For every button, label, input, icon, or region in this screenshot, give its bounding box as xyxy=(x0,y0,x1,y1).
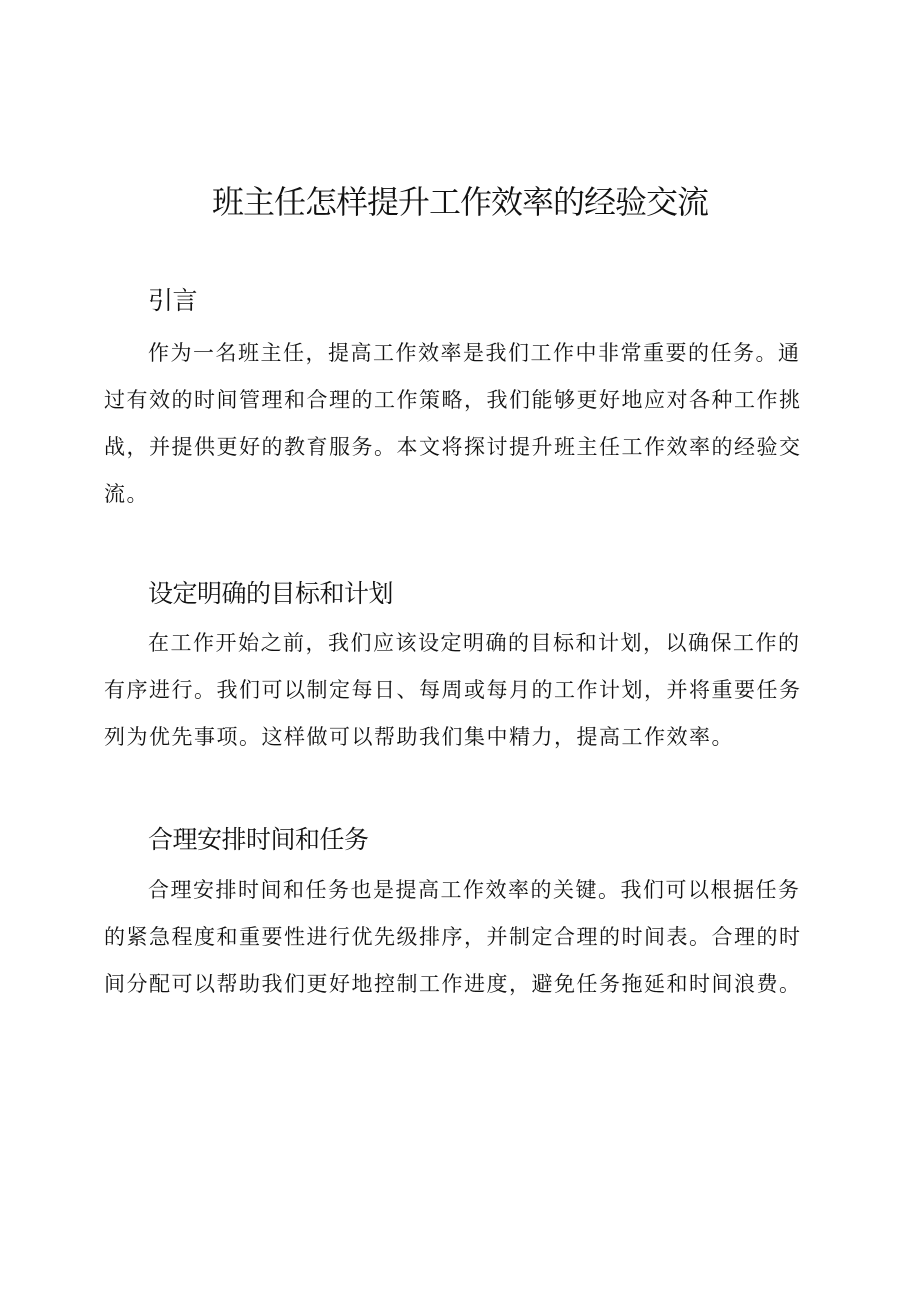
section-paragraph-goals xyxy=(104,620,820,761)
section-heading-intro: 引言 xyxy=(148,286,198,315)
paragraph-line: 间分配可以帮助我们更好地控制工作进度，避免任务拖延和时间浪费。 xyxy=(104,972,802,996)
section-heading-time: 合理安排时间和任务 xyxy=(148,825,369,854)
paragraph-line: 列为优先事项。这样做可以帮助我们集中精力，提高工作效率。 xyxy=(104,725,734,749)
paragraph-line: 在工作开始之前，我们应该设定明确的目标和计划，以确保工作的 xyxy=(148,631,801,655)
section-paragraph-intro xyxy=(104,330,820,518)
paragraph-line: 流。 xyxy=(104,482,149,506)
paragraph-line: 的紧急程度和重要性进行优先级排序，并制定合理的时间表。合理的时 xyxy=(104,925,802,949)
section-heading-goals: 设定明确的目标和计划 xyxy=(148,579,394,608)
section-paragraph-time xyxy=(104,867,820,1008)
paragraph-line: 战，并提供更好的教育服务。本文将探讨提升班主任工作效率的经验交 xyxy=(104,435,802,459)
paragraph-line: 过有效的时间管理和合理的工作策略，我们能够更好地应对各种工作挑 xyxy=(104,388,802,412)
paragraph-line: 有序进行。我们可以制定每日、每周或每月的工作计划，并将重要任务 xyxy=(104,678,802,702)
document-title: 班主任怎样提升工作效率的经验交流 xyxy=(211,183,708,221)
paragraph-line: 作为一名班主任，提高工作效率是我们工作中非常重要的任务。通 xyxy=(148,341,801,365)
paragraph-line: 合理安排时间和任务也是提高工作效率的关键。我们可以根据任务 xyxy=(148,878,801,902)
